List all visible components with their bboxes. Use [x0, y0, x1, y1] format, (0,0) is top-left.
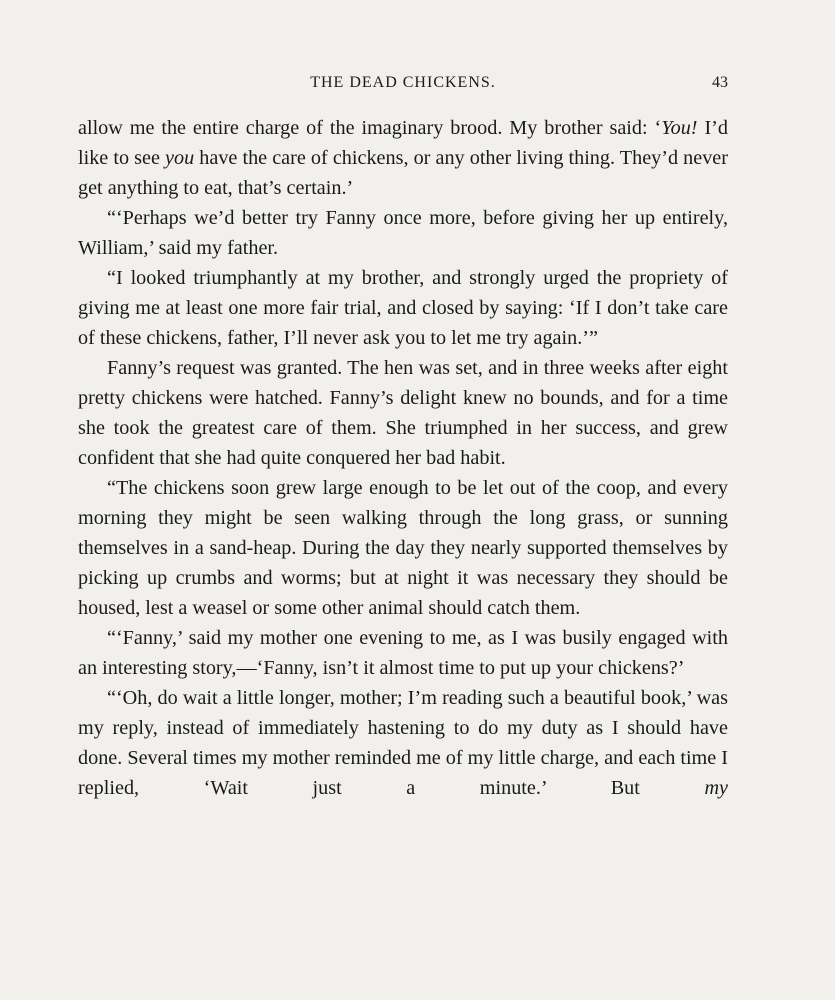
text-segment: “‘Oh, do wait a little longer, mother; I’m reading such a beautiful book,’ was my reply, instead of immediately hastening to do my duty as I should have done. Several times my mother reminded me of my little charge, and each time I replied, ‘Wait just a minute.’ But [78, 687, 728, 799]
paragraph [78, 113, 728, 203]
text-segment: I’d like to see [78, 117, 728, 169]
running-head [78, 74, 728, 98]
paragraph [78, 683, 728, 803]
paragraph [78, 353, 728, 473]
paragraph [78, 473, 728, 623]
page-number: 43 [712, 74, 728, 91]
text-segment: allow me the entire charge of the imaginary brood. My brother said: ‘ [78, 117, 662, 139]
paragraph [78, 623, 728, 683]
paragraph [78, 203, 728, 263]
text-segment: “I looked triumphantly at my brother, and strongly urged the propriety of giving me at least one more fair trial, and closed by saying: ‘If I don’t take care of these chickens, father, I’ll never ask you to let me try again.’” [78, 267, 728, 349]
text-segment: have the care of chickens, or any other living thing. They’d never get anything to eat, that’s certain.’ [78, 147, 728, 199]
running-title: THE DEAD CHICKENS. [310, 74, 496, 91]
text-segment: Fanny’s request was granted. The hen was set, and in three weeks after eight pretty chickens were hatched. Fanny’s delight knew no bounds, and for a time she took the greatest care of them. She triumphed in her success, and grew confident that she had quite conquered her bad habit. [78, 357, 728, 469]
italic-segment: you [165, 147, 195, 169]
italic-segment: my [704, 777, 728, 799]
text-segment: “‘Fanny,’ said my mother one evening to me, as I was busily engaged with an interesting story,—‘Fanny, isn’t it almost time to put up your chickens?’ [78, 627, 728, 679]
italic-segment: You! [661, 117, 698, 139]
paragraph [78, 263, 728, 353]
body-text [78, 113, 728, 803]
text-segment: “The chickens soon grew large enough to be let out of the coop, and every morning they might be seen walking through the long grass, or sunning themselves in a sand-heap. During the day they nearly supported themselves by picking up crumbs and worms; but at night it was necessary they should be housed, lest a weasel or some other animal should catch them. [78, 477, 728, 619]
text-segment: “‘Perhaps we’d better try Fanny once more, before giving her up entirely, William,’ said my father. [78, 207, 728, 259]
